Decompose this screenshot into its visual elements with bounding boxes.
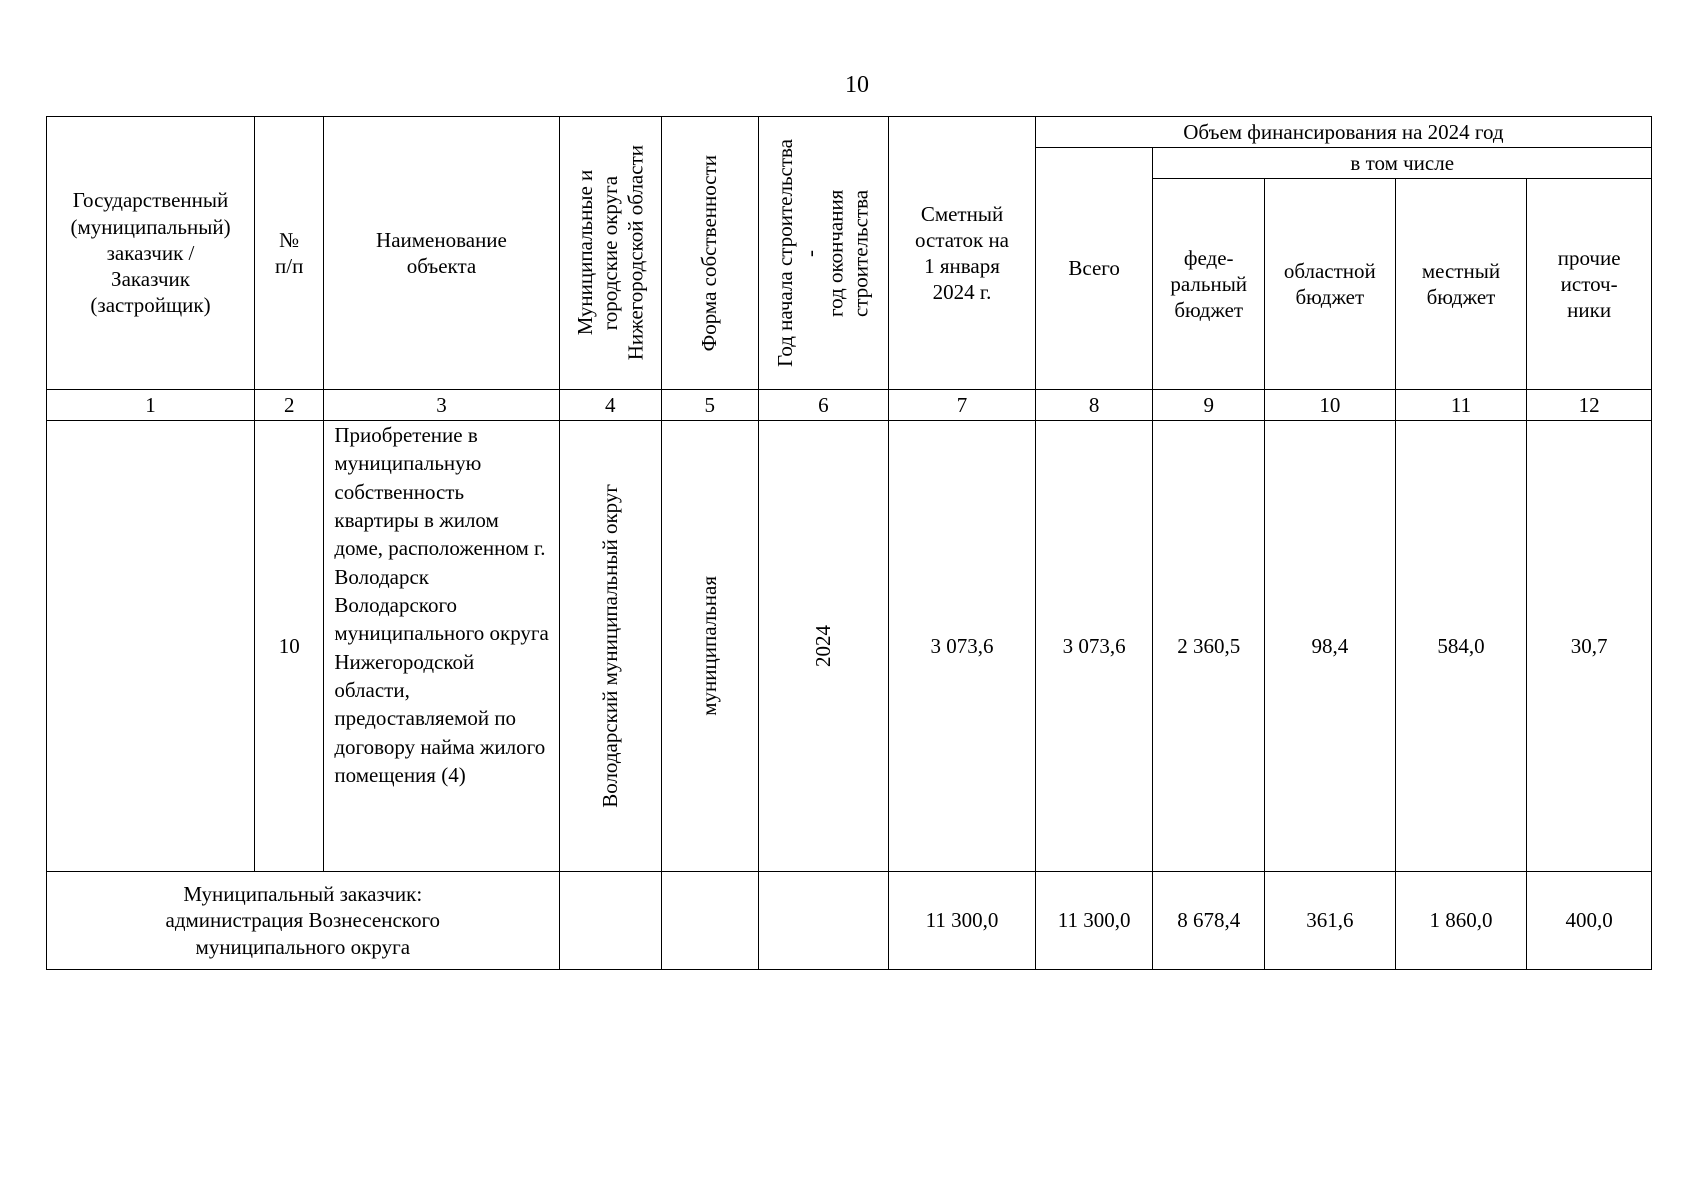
summary-empty-cell [662,872,758,970]
row-ownership: муниципальная [697,576,722,716]
column-number: 7 [889,390,1036,421]
row-regional: 98,4 [1265,421,1396,872]
header-object-name: Наименование объекта [324,117,559,390]
financing-table [46,116,1652,970]
header-districts: Муниципальные и городские округа Нижегородской области [572,145,647,361]
header-years: Год начала строительства - год окончания строительства [772,139,873,367]
header-regional: областной бюджет [1265,179,1396,390]
summary-empty-cell [758,872,889,970]
column-number: 2 [255,390,324,421]
column-number: 9 [1153,390,1265,421]
row-total: 3 073,6 [1035,421,1153,872]
column-number-row [47,390,1652,421]
header-estimate: Сметный остаток на 1 января 2024 г. [889,117,1036,390]
table-row [47,421,1652,872]
header-funding-group: Объем финансирования на 2024 год [1035,117,1651,148]
row-object-name: Приобретение в муниципальную собственность квартиры в жилом доме, расположенном г. Володарск Володарского муниципального округа Нижегородской области, предоставляемой по договору найма жилого помещения (4) [324,421,559,872]
summary-row [47,872,1652,970]
header-years-cell [758,117,889,390]
row-ownership-cell [662,421,758,872]
row-other: 30,7 [1527,421,1652,872]
row-district: Володарский муниципальный округ [597,484,622,808]
summary-empty-cell [559,872,662,970]
summary-other: 400,0 [1527,872,1652,970]
column-number: 4 [559,390,662,421]
summary-total: 11 300,0 [1035,872,1153,970]
summary-label: Муниципальный заказчик: администрация Вознесенского муниципального округа [47,872,560,970]
header-ownership: Форма собственности [697,154,722,352]
header-row [47,117,1652,148]
header-including: в том числе [1153,148,1652,179]
row-customer [47,421,255,872]
summary-local: 1 860,0 [1395,872,1527,970]
header-ownership-cell [662,117,758,390]
header-districts-cell [559,117,662,390]
column-number: 6 [758,390,889,421]
row-years: 2024 [810,625,835,667]
summary-estimate: 11 300,0 [889,872,1036,970]
column-number: 12 [1527,390,1652,421]
header-total: Всего [1035,148,1153,390]
row-district-cell [559,421,662,872]
row-number: 10 [255,421,324,872]
row-estimate: 3 073,6 [889,421,1036,872]
header-number: № п/п [255,117,324,390]
header-other: прочие источ- ники [1527,179,1652,390]
summary-federal: 8 678,4 [1153,872,1265,970]
column-number: 10 [1265,390,1396,421]
row-local: 584,0 [1395,421,1527,872]
column-number: 1 [47,390,255,421]
summary-regional: 361,6 [1265,872,1396,970]
header-customer: Государственный (муниципальный) заказчик / Заказчик (застройщик) [47,117,255,390]
header-local: местный бюджет [1395,179,1527,390]
row-years-cell [758,421,889,872]
column-number: 11 [1395,390,1527,421]
column-number: 8 [1035,390,1153,421]
column-number: 5 [662,390,758,421]
row-federal: 2 360,5 [1153,421,1265,872]
page-number: 10 [845,72,869,98]
column-number: 3 [324,390,559,421]
header-federal: феде- ральный бюджет [1153,179,1265,390]
